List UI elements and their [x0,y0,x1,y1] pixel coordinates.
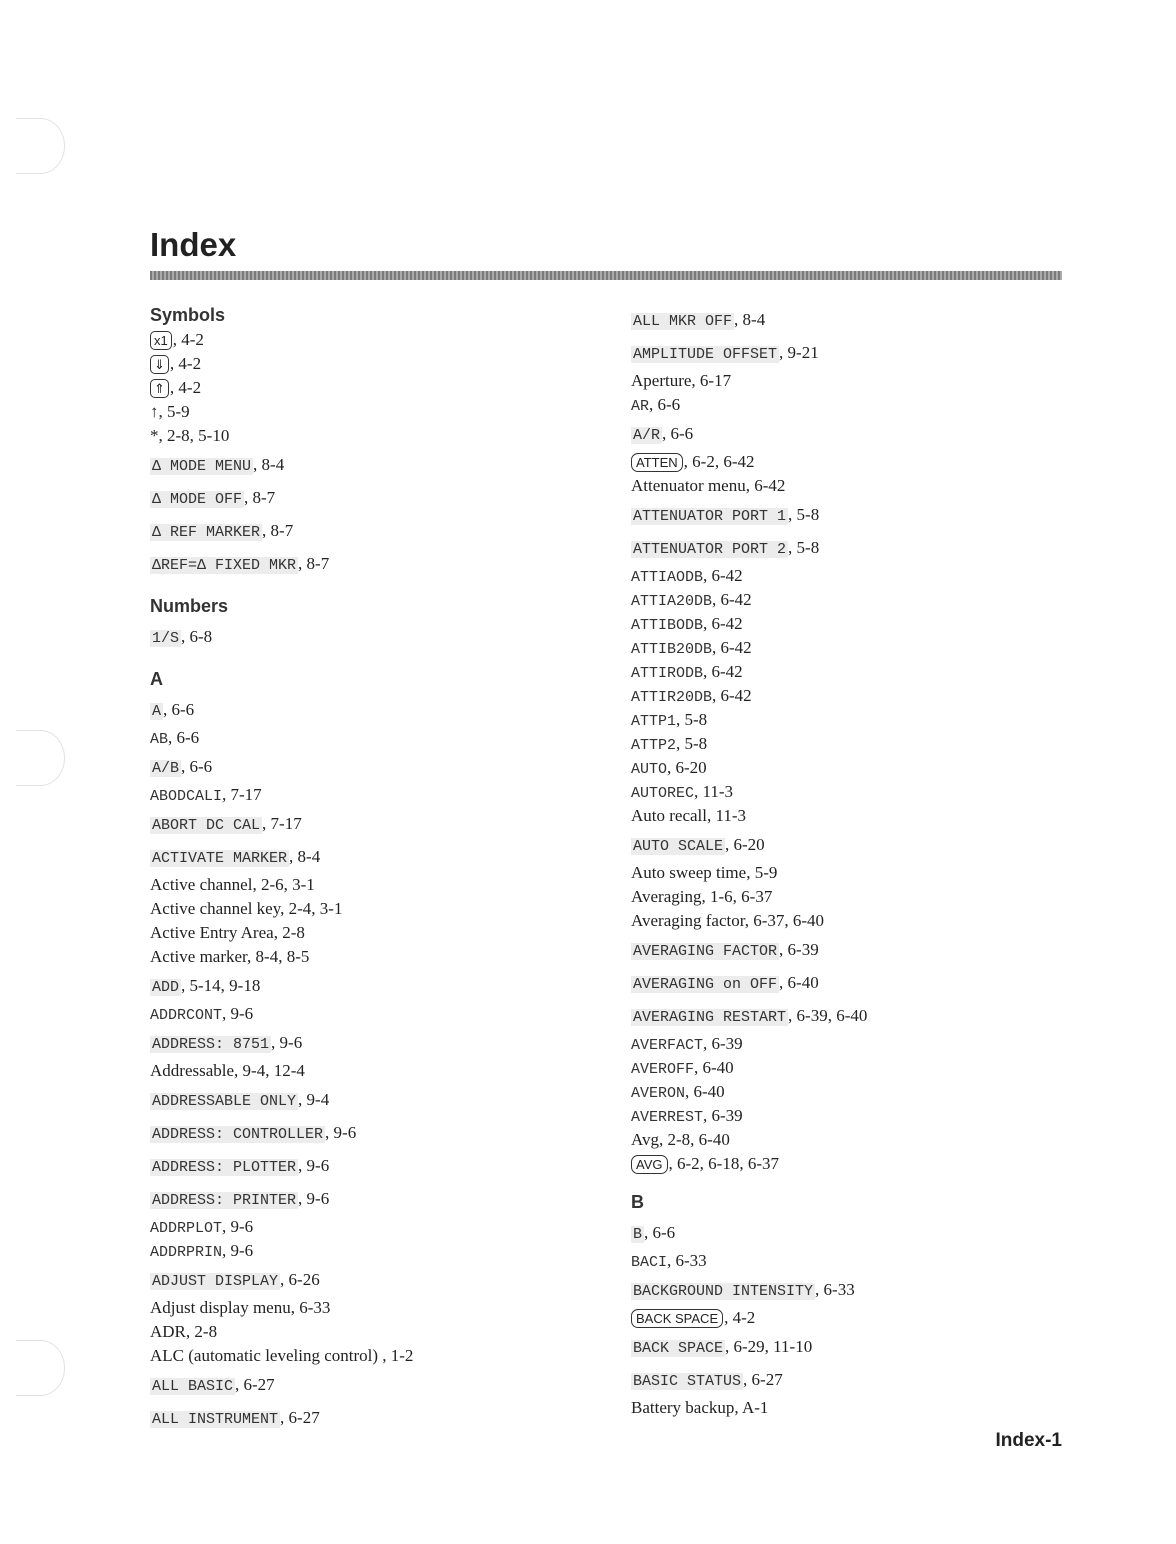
page-references: , 9-4 [298,1090,330,1109]
page-title: Index [150,226,237,263]
index-entry [631,336,1091,369]
index-entry [150,726,610,750]
binder-hole [16,730,65,786]
index-entry [631,684,1091,708]
page-references: , 9-6 [298,1156,330,1175]
index-term: Auto sweep time [631,863,747,882]
page-references: , 5-9 [158,402,190,421]
index-entry [150,693,610,726]
command-mnemonic: ADDRCONT [150,1007,223,1024]
softkey-label: ATTENUATOR PORT 2 [633,541,787,558]
page-references: , 9-6 [271,1033,303,1052]
page-references: , 6-39 [703,1034,743,1053]
index-term: Attenuator menu [631,476,746,495]
page-references: , 6-33 [667,1251,707,1270]
index-entry [631,933,1091,966]
index-term: ↑ [150,402,159,421]
softkey-label: ADDRESSABLE ONLY [152,1093,297,1110]
page-references: , 9-6 [222,1217,254,1236]
page-references: , 7-17 [222,785,262,804]
softkey-label: AUTO SCALE [633,838,724,855]
page-references: , 8-4 [253,455,285,474]
index-term: ADR [150,1322,186,1341]
index-entry [150,1002,610,1026]
index-term: Aperture [631,371,692,390]
softkey-label: BACKGROUND INTENSITY [633,1283,814,1300]
index-section-symbols [150,303,610,580]
index-entry [150,873,610,897]
index-entry [150,481,610,514]
index-entry [631,1330,1091,1363]
hardkey-label: ⇓ [150,355,169,374]
page-references: , 8-7 [298,554,330,573]
page-references: , 4-2 [169,378,202,397]
softkey-label: BASIC STATUS [633,1373,742,1390]
index-entry [150,424,610,448]
section-heading: Symbols [150,305,226,325]
page-references: , 6-42 [703,566,743,585]
index-entry [631,1216,1091,1249]
softkey-label: B [633,1226,643,1243]
command-mnemonic: ATTIB20DB [631,641,713,658]
softkey-label: ADDRESS: 8751 [152,1036,270,1053]
page-references: , 6-40 [694,1058,734,1077]
index-entry [150,840,610,873]
index-entry [631,303,1091,336]
index-entry [631,417,1091,450]
index-entry [150,1116,610,1149]
page-references: , 5-14, 9-18 [181,976,261,995]
index-entry [631,1273,1091,1306]
softkey-label: ADDRESS: PRINTER [152,1192,297,1209]
softkey-label: ABORT DC CAL [152,817,261,834]
softkey-label: ADD [152,979,180,996]
index-entry [150,352,610,376]
command-mnemonic: ATTP2 [631,737,677,754]
softkey-label: ΔREF=Δ FIXED MKR [152,557,297,574]
index-entry [150,1026,610,1059]
hardkey-label: x1 [150,331,172,350]
index-entry [631,531,1091,564]
page-references: , 6-39, 6-40 [788,1006,868,1025]
page-references: , 6-8 [181,627,213,646]
page-references: , 6-6 [662,424,694,443]
page-references: , 5-8 [676,710,708,729]
index-entry [631,498,1091,531]
index-entry [150,1263,610,1296]
softkey-label: AVERAGING FACTOR [633,943,778,960]
binder-hole [16,118,65,174]
index-section-numbers [150,594,610,653]
index-term: Auto recall [631,806,707,825]
index-entry [631,780,1091,804]
index-entry [631,1056,1091,1080]
page-references: , 6-6 [168,728,200,747]
command-mnemonic: AB [150,731,169,748]
page-references: , 9-21 [779,343,819,362]
page-references: , 8-7 [262,521,294,540]
page-references: , 5-8 [676,734,708,753]
page-references: , 1-6, 6-37 [701,887,773,906]
index-term: Averaging factor [631,911,745,930]
index-entry [631,1249,1091,1273]
index-section-b [631,1190,1091,1420]
index-entry [150,620,610,653]
index-entry [150,1320,610,1344]
hardkey-label: BACK SPACE [631,1309,723,1328]
index-entry [631,1152,1091,1176]
page-references: , 6-42 [703,614,743,633]
softkey-label: ADDRESS: PLOTTER [152,1159,297,1176]
page-references: , 6-42 [703,662,743,681]
page-references: , 8-4, 8-5 [247,947,310,966]
index-entry [150,1083,610,1116]
index-section-a [150,667,610,1434]
index-entry [631,1306,1091,1330]
page-references: , 8-7 [244,488,276,507]
index-column-left [150,303,610,1434]
index-entry [631,612,1091,636]
index-entry [631,861,1091,885]
index-entry [150,750,610,783]
page-references: , 2-8 [185,1322,218,1341]
page-references: , 6-6 [649,395,681,414]
index-entry [150,1239,610,1263]
softkey-label: 1/S [152,630,180,647]
index-term: Addressable [150,1061,235,1080]
page-references: , 6-20 [725,835,765,854]
index-entry [631,450,1091,474]
page-references: , 6-40 [685,1082,725,1101]
softkey-label: AMPLITUDE OFFSET [633,346,778,363]
command-mnemonic: AUTO [631,761,668,778]
page-references: , 11-3 [694,782,734,801]
section-heading: A [150,669,163,689]
index-entry [631,708,1091,732]
index-entry [150,1368,610,1401]
page-references: , 6-2, 6-42 [683,452,755,471]
index-term: Averaging [631,887,702,906]
page-references: , 5-9 [746,863,778,882]
index-entry [631,369,1091,393]
page-references: , 2-8, 5-10 [158,426,230,445]
command-mnemonic: AVERREST [631,1109,704,1126]
index-term: ALC (automatic leveling control) [150,1346,379,1365]
page-references: , 9-4, 12-4 [234,1061,305,1080]
index-entry [631,756,1091,780]
index-entry [150,969,610,1002]
index-entry [150,1296,610,1320]
page-references: , 6-33 [290,1298,331,1317]
command-mnemonic: ATTIRODB [631,665,704,682]
page-references: , 1-2 [378,1346,414,1365]
command-mnemonic: BACI [631,1254,668,1271]
softkey-label: AVERAGING on OFF [633,976,778,993]
softkey-label: BACK SPACE [633,1340,724,1357]
index-term: Active channel [150,875,253,894]
index-entry [150,1182,610,1215]
index-entry [631,1396,1091,1420]
index-term: Adjust display menu [150,1298,291,1317]
index-entry [631,474,1091,498]
page-references: , 6-42 [712,590,752,609]
softkey-label: Δ MODE MENU [152,458,252,475]
index-term: Battery backup [631,1398,735,1417]
page-references: , 11-3 [707,806,747,825]
page-references: , 6-29, 11-10 [725,1337,813,1356]
index-column-right [631,303,1091,1420]
index-entry [631,999,1091,1032]
page-references: , A-1 [734,1398,769,1417]
softkey-label: Δ MODE OFF [152,491,243,508]
command-mnemonic: AVERON [631,1085,686,1102]
index-entry [150,448,610,481]
page-references: , 6-20 [667,758,707,777]
index-entry [631,564,1091,588]
page-references: , 6-27 [235,1375,275,1394]
command-mnemonic: ATTIAODB [631,569,704,586]
command-mnemonic: AVERFACT [631,1037,704,1054]
index-entry [631,885,1091,909]
index-term: Avg [631,1130,660,1149]
index-entry [631,909,1091,933]
index-entry [631,732,1091,756]
page-references: , 4-2 [172,330,204,349]
index-section-continued [631,303,1091,1176]
section-heading: B [631,1192,644,1212]
index-entry [150,783,610,807]
page-references: , 4-2 [724,1308,756,1327]
index-term: Active marker [150,947,248,966]
command-mnemonic: ADDRPRIN [150,1244,223,1261]
page-references: , 6-2, 6-18, 6-37 [668,1154,779,1173]
page-references: , 6-39 [779,940,819,959]
softkey-label: A [152,703,162,720]
index-entry [150,547,610,580]
index-entry [631,1104,1091,1128]
page-references: , 4-2 [169,354,202,373]
page-references: , 6-42 [712,686,752,705]
index-entry [150,376,610,400]
title-rule [150,271,1062,280]
softkey-label: ALL BASIC [152,1378,234,1395]
softkey-label: ACTIVATE MARKER [152,850,288,867]
binder-hole [16,1340,65,1396]
page-references: , 2-8, 6-40 [659,1130,730,1149]
page-references: , 5-8 [788,505,820,524]
page-references: , 6-39 [703,1106,743,1125]
page-footer: Index-1 [995,1430,1062,1451]
index-entry [631,636,1091,660]
softkey-label: Δ REF MARKER [152,524,261,541]
index-entry [150,328,610,352]
index-term: * [150,426,159,445]
softkey-label: ALL MKR OFF [633,313,733,330]
page-references: , 9-6 [325,1123,357,1142]
page-references: , 2-8 [273,923,305,942]
index-entry [631,588,1091,612]
index-term: Active Entry Area [150,923,274,942]
index-entry [150,1344,610,1368]
page-references: , 7-17 [262,814,302,833]
page-references: , 6-6 [163,700,195,719]
command-mnemonic: ATTP1 [631,713,677,730]
page-references: , 8-4 [734,310,766,329]
page-references: , 6-26 [280,1270,320,1289]
page-references: , 6-37, 6-40 [744,911,825,930]
index-entry [150,807,610,840]
page-references: , 6-42 [712,638,752,657]
page-references: , 6-27 [743,1370,783,1389]
command-mnemonic: ATTIR20DB [631,689,713,706]
command-mnemonic: ATTIBODB [631,617,704,634]
softkey-label: ALL INSTRUMENT [152,1411,279,1428]
softkey-label: ADJUST DISPLAY [152,1273,279,1290]
page-references: , 6-6 [644,1223,676,1242]
index-entry [631,393,1091,417]
index-entry [631,1363,1091,1396]
index-entry [150,400,610,424]
command-mnemonic: ADDRPLOT [150,1220,223,1237]
softkey-label: ADDRESS: CONTROLLER [152,1126,324,1143]
index-entry [631,1080,1091,1104]
hardkey-label: ATTEN [631,453,683,472]
index-entry [150,897,610,921]
softkey-label: ATTENUATOR PORT 1 [633,508,787,525]
softkey-label: A/B [152,760,180,777]
hardkey-label: AVG [631,1155,668,1174]
index-term: Active channel key [150,899,281,918]
page-references: , 6-33 [815,1280,855,1299]
index-entry [150,1059,610,1083]
command-mnemonic: ABODCALI [150,788,223,805]
index-entry [631,1032,1091,1056]
section-heading: Numbers [150,596,229,616]
page-references: , 8-4 [289,847,321,866]
index-entry [631,966,1091,999]
page-references: , 6-42 [745,476,786,495]
page-references: , 9-6 [298,1189,330,1208]
index-entry [150,945,610,969]
page-references: , 9-6 [222,1004,254,1023]
page-references: , 2-6, 3-1 [252,875,315,894]
index-entry [631,1128,1091,1152]
page-references: , 6-17 [691,371,732,390]
softkey-label: AVERAGING RESTART [633,1009,787,1026]
index-entry [631,828,1091,861]
command-mnemonic: AR [631,398,650,415]
command-mnemonic: ATTIA20DB [631,593,713,610]
index-entry [150,921,610,945]
page-references: , 5-8 [788,538,820,557]
page-references: , 6-6 [181,757,213,776]
index-entry [150,1215,610,1239]
page-references: , 6-40 [779,973,819,992]
command-mnemonic: AUTOREC [631,785,695,802]
index-entry [150,1401,610,1434]
index-entry [150,514,610,547]
index-entry [631,804,1091,828]
softkey-label: A/R [633,427,661,444]
hardkey-label: ⇑ [150,379,169,398]
command-mnemonic: AVEROFF [631,1061,695,1078]
page-references: , 2-4, 3-1 [280,899,343,918]
page-references: , 6-27 [280,1408,320,1427]
index-entry [150,1149,610,1182]
index-entry [631,660,1091,684]
page-references: , 9-6 [222,1241,254,1260]
